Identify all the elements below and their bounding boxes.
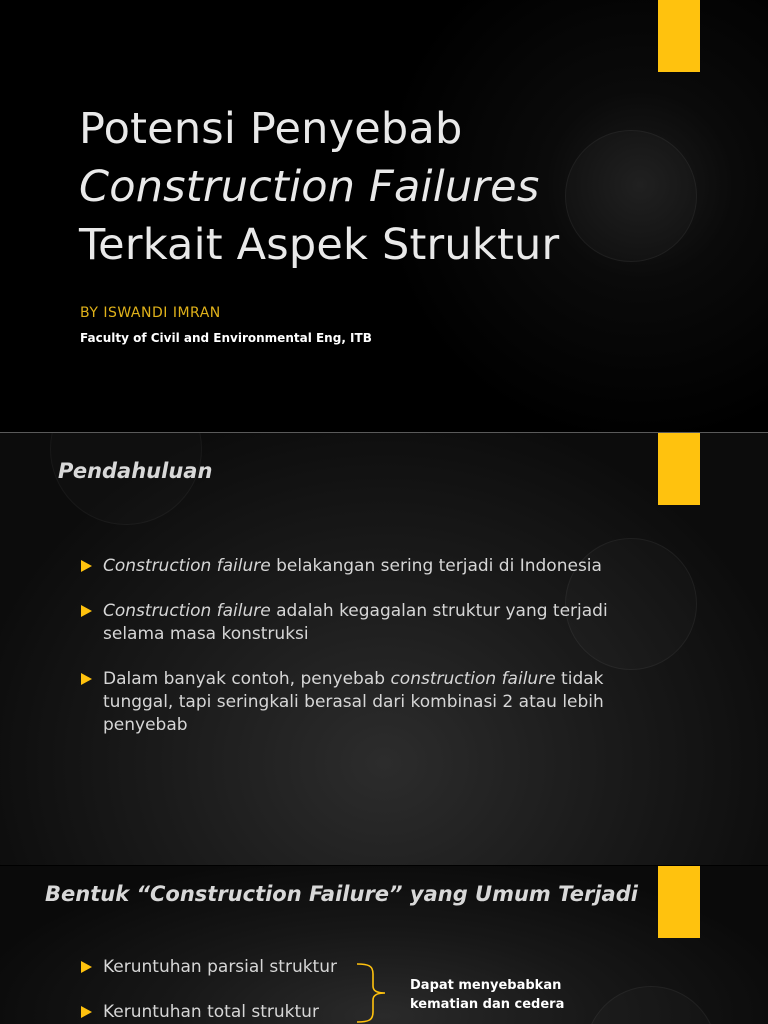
consequence-note bbox=[410, 976, 564, 1014]
list-item bbox=[80, 600, 620, 646]
list-item bbox=[80, 555, 620, 578]
bullet-text: adalah kegagalan struktur yang terjadi selama masa konstruksi bbox=[103, 601, 608, 644]
bullet-emphasis: Construction failure bbox=[103, 556, 271, 576]
triangle-bullet-icon bbox=[81, 961, 92, 973]
bokeh-circle bbox=[585, 986, 717, 1024]
triangle-bullet-icon bbox=[81, 1006, 92, 1018]
accent-bar bbox=[658, 0, 700, 72]
bullet-emphasis: Construction failure bbox=[103, 601, 271, 621]
bullet-list bbox=[80, 956, 337, 1024]
failure-types-slide bbox=[0, 866, 768, 1024]
bullet-text: Keruntuhan parsial struktur bbox=[103, 957, 337, 977]
bullet-emphasis: construction failure bbox=[390, 669, 556, 689]
accent-bar bbox=[658, 433, 700, 505]
intro-slide bbox=[0, 433, 768, 865]
list-item bbox=[80, 1001, 337, 1024]
author-byline: BY ISWANDI IMRAN bbox=[80, 305, 221, 321]
list-item bbox=[80, 956, 337, 979]
slide-title bbox=[79, 100, 559, 274]
author-affiliation: Faculty of Civil and Environmental Eng, ITB bbox=[80, 331, 372, 345]
accent-bar bbox=[658, 866, 700, 938]
title-slide bbox=[0, 0, 768, 432]
title-line-2: Construction Failures bbox=[79, 162, 540, 212]
triangle-bullet-icon bbox=[81, 605, 92, 617]
curly-brace-icon bbox=[355, 962, 395, 1024]
note-line: Dapat menyebabkan bbox=[410, 978, 562, 993]
section-heading: Bentuk “Construction Failure” yang Umum Terjadi bbox=[45, 882, 638, 906]
list-item bbox=[80, 668, 620, 737]
bullet-text: Keruntuhan total struktur bbox=[103, 1002, 319, 1022]
bullet-text: tidak tunggal, tapi seringkali berasal dari kombinasi 2 atau lebih penyebab bbox=[103, 669, 604, 735]
title-line-3: Terkait Aspek Struktur bbox=[79, 220, 560, 270]
bullet-list bbox=[80, 555, 620, 759]
note-line: kematian dan cedera bbox=[410, 997, 565, 1012]
bullet-text: belakangan sering terjadi di Indonesia bbox=[270, 556, 602, 576]
bullet-text: Dalam banyak contoh, penyebab bbox=[103, 669, 391, 689]
triangle-bullet-icon bbox=[81, 560, 92, 572]
section-heading: Pendahuluan bbox=[58, 459, 213, 483]
bokeh-circle bbox=[565, 130, 697, 262]
triangle-bullet-icon bbox=[81, 673, 92, 685]
title-line-1: Potensi Penyebab bbox=[79, 104, 463, 154]
